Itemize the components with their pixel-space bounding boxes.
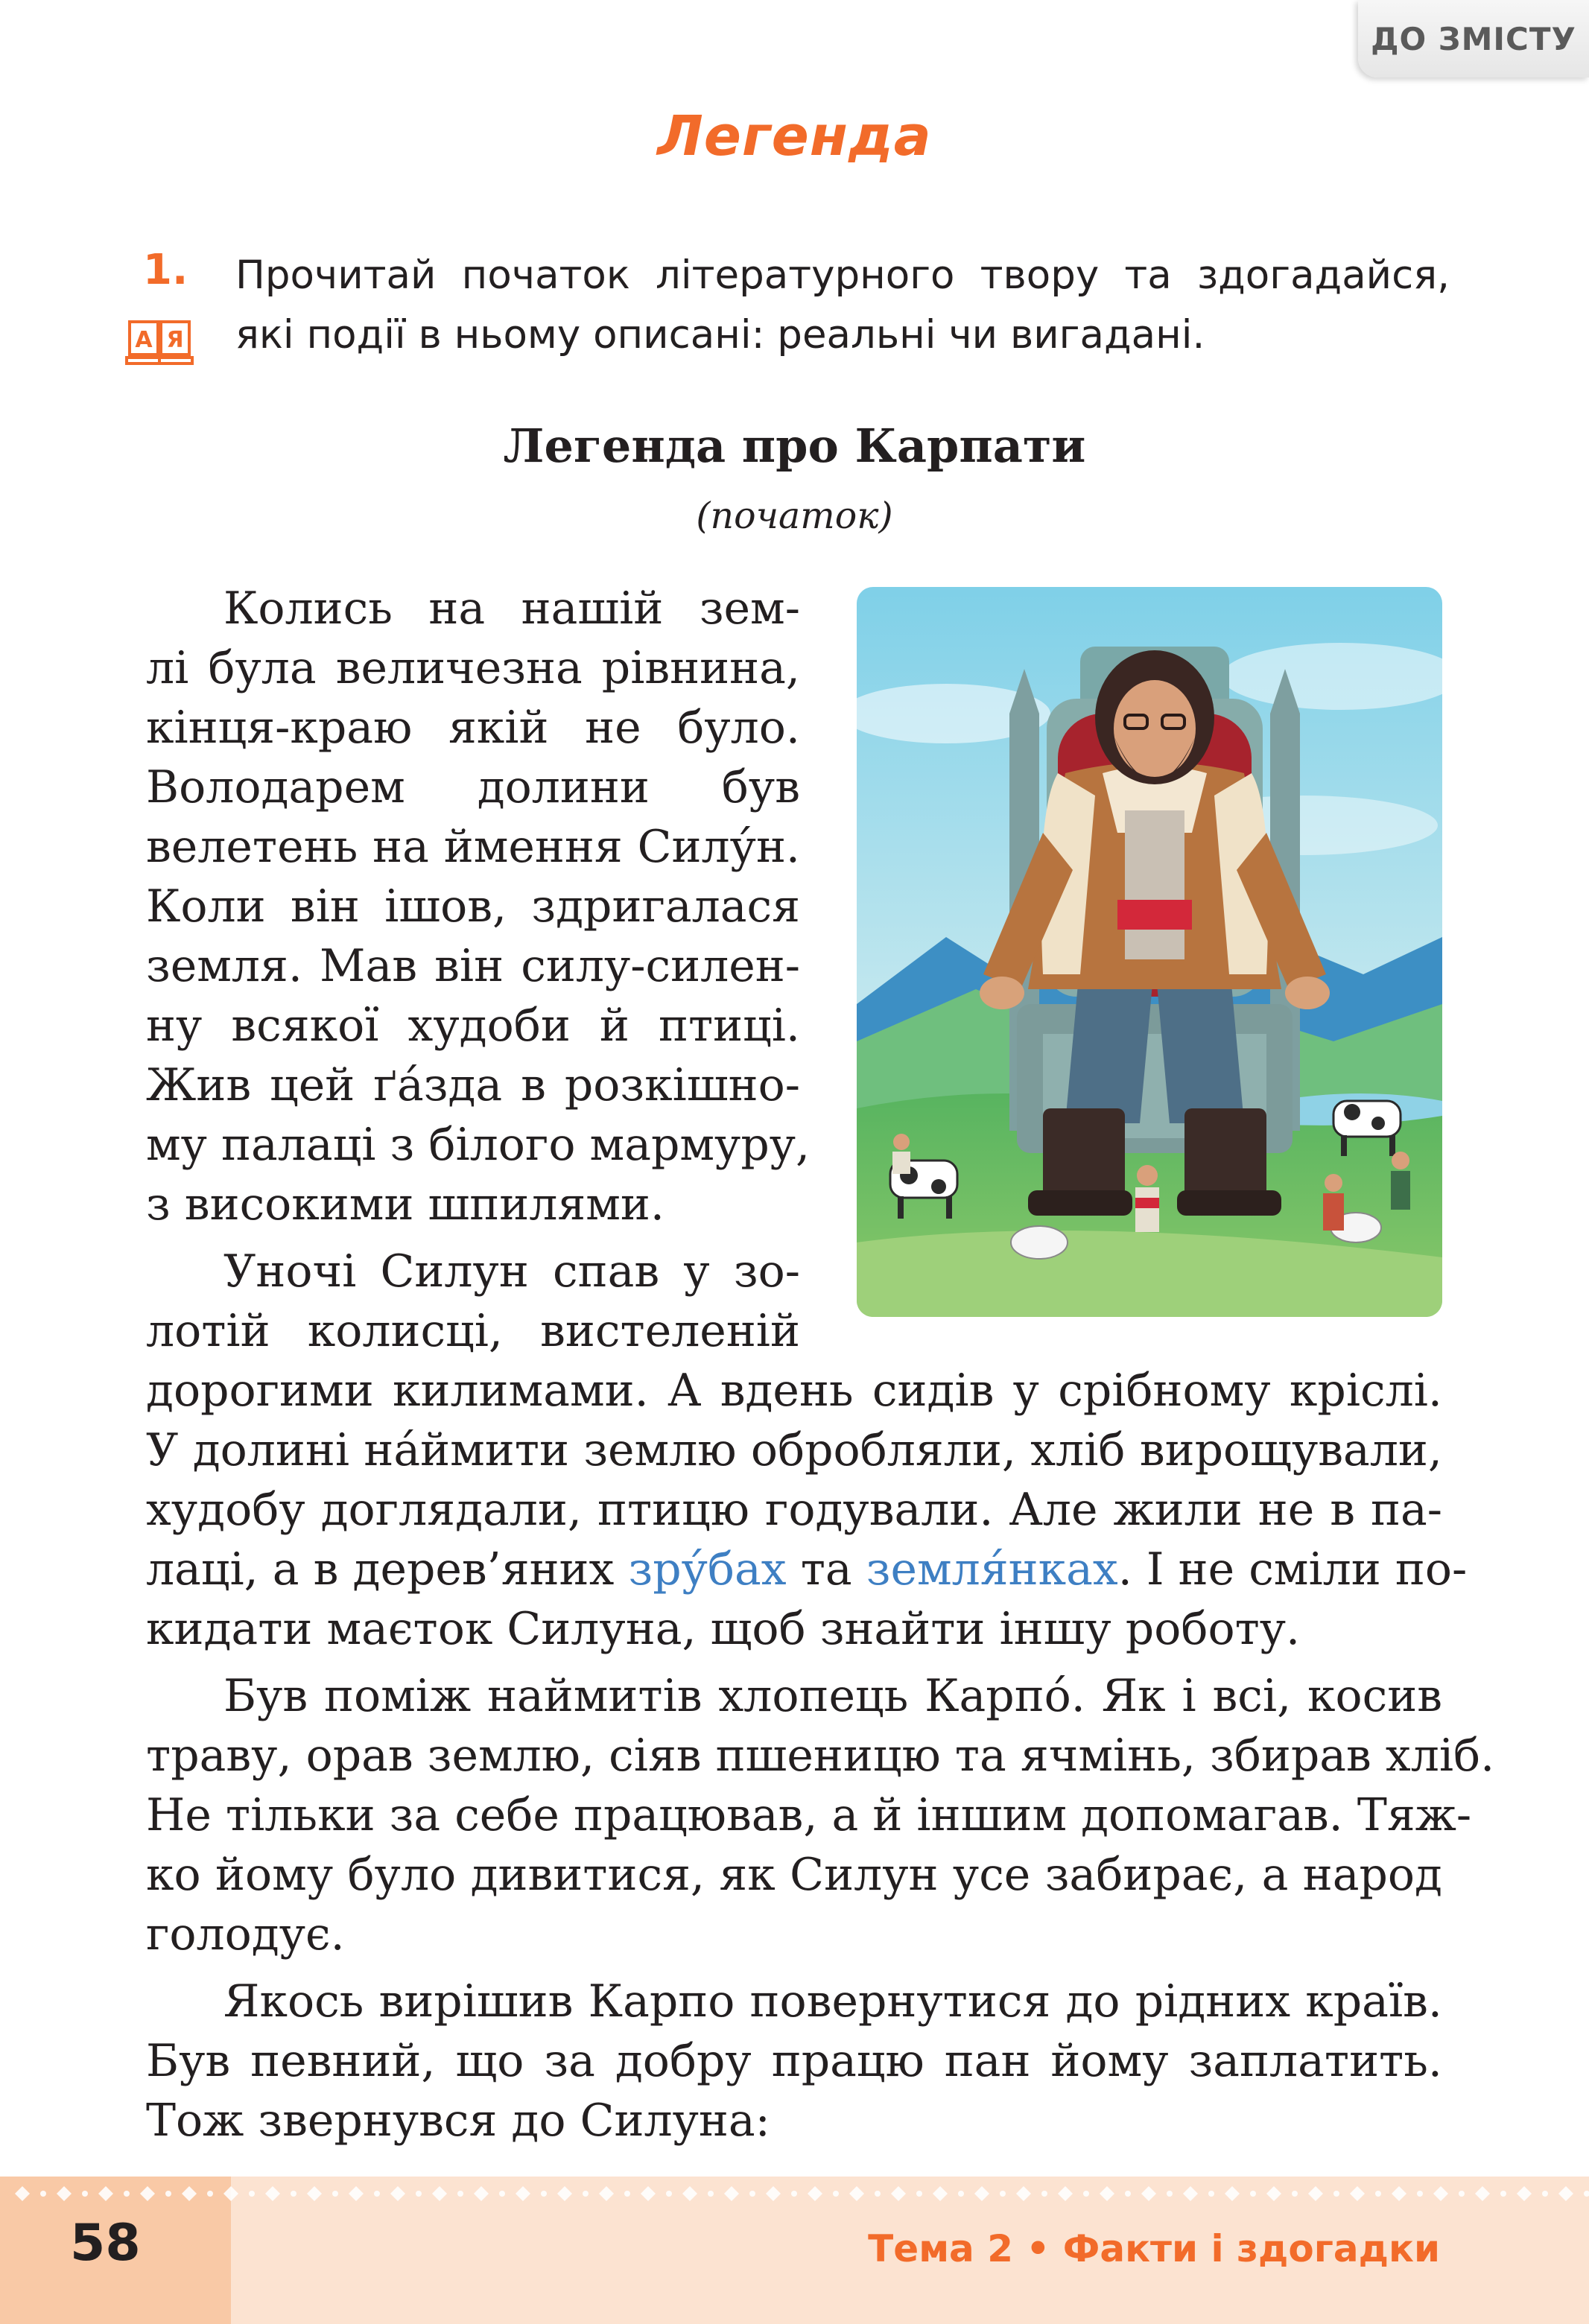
glossary-link-zemlianky[interactable]: земля́нках — [866, 1543, 1118, 1596]
ornament-dot — [1584, 2191, 1589, 2197]
story-line: худобу доглядали, птицю годували. Але жили не в па- — [146, 1484, 1442, 1536]
ornament-motif — [390, 2186, 405, 2201]
story-line: кидати маєток Силуна, щоб знайти іншу роботу. — [146, 1603, 1301, 1655]
story-line: земля. Мав він силу-силен- — [146, 940, 800, 992]
ornament-dot — [1041, 2191, 1047, 2197]
ornament-motif — [516, 2186, 530, 2201]
ornament-motif — [1475, 2186, 1490, 2201]
ornament-dot — [499, 2191, 505, 2197]
ornament-dot — [124, 2191, 130, 2197]
svg-text:А: А — [135, 327, 153, 353]
ornament-motif — [1225, 2186, 1240, 2201]
ornament-motif — [557, 2186, 572, 2201]
ornament-dot — [1250, 2191, 1256, 2197]
story-line: Був поміж наймитів хлопець Карпо́. Як і всі, косив — [223, 1670, 1442, 1722]
story-line: Коли він ішов, здригалася — [146, 880, 800, 933]
ornament-dot — [1500, 2191, 1506, 2197]
folk-ornament-border — [0, 2181, 1589, 2206]
ornament-motif — [1350, 2186, 1365, 2201]
ornament-dot — [1292, 2191, 1298, 2197]
story-line: Якось вирішив Карпо повернутися до рідних країв. — [223, 1975, 1442, 2028]
story-subtitle: (початок) — [696, 495, 893, 537]
ornament-dot — [833, 2191, 839, 2197]
ornament-motif — [1058, 2186, 1073, 2201]
ornament-dot — [207, 2191, 213, 2197]
ornament-dot — [875, 2191, 881, 2197]
ornament-dot — [1417, 2191, 1423, 2197]
ornament-motif — [1517, 2186, 1532, 2201]
ornament-dot — [457, 2191, 463, 2197]
ornament-motif — [849, 2186, 864, 2201]
ornament-dot — [624, 2191, 630, 2197]
story-text: та — [786, 1543, 866, 1596]
ornament-dot — [708, 2191, 714, 2197]
ornament-motif — [724, 2186, 739, 2201]
ornament-dot — [291, 2191, 296, 2197]
ornament-dot — [82, 2191, 88, 2197]
story-line: Тож звернувся до Силуна: — [146, 2095, 770, 2147]
ornament-dot — [666, 2191, 672, 2197]
ornament-motif — [98, 2186, 113, 2201]
ornament-dot — [749, 2191, 755, 2197]
ornament-motif — [1141, 2186, 1156, 2201]
story-line: голодує. — [146, 1908, 345, 1961]
ornament-dot — [1083, 2191, 1089, 2197]
ornament-motif — [1016, 2186, 1031, 2201]
svg-text:Я: Я — [166, 327, 184, 353]
ornament-dot — [40, 2191, 46, 2197]
ornament-dot — [1167, 2191, 1173, 2197]
story-line: кінця-краю якій не було. — [146, 702, 800, 754]
ornament-motif — [682, 2186, 697, 2201]
ornament-dot — [332, 2191, 338, 2197]
story-line: Не тільки за себе працював, а й іншим допомагав. Тяж- — [146, 1789, 1472, 1841]
ornament-motif — [599, 2186, 614, 2201]
ornament-motif — [1183, 2186, 1198, 2201]
ornament-motif — [641, 2186, 656, 2201]
ornament-motif — [933, 2186, 948, 2201]
ornament-motif — [349, 2186, 364, 2201]
ornament-motif — [808, 2186, 822, 2201]
story-line: ну всякої худоби й птиці. — [146, 1000, 800, 1052]
story-line: ко йому було дивитися, як Силун усе забирає, а народ — [146, 1849, 1442, 1901]
ornament-motif — [1266, 2186, 1281, 2201]
story-line: лотій колисці, вистеленій — [146, 1305, 800, 1357]
glossary-link-zruby[interactable]: зру́бах — [628, 1543, 787, 1596]
story-line: Володарем долини був — [146, 761, 800, 813]
ornament-dot — [583, 2191, 589, 2197]
story-line: Колись на нашій зем- — [223, 582, 800, 635]
ornament-dot — [1459, 2191, 1465, 2197]
table-of-contents-link[interactable]: ДО ЗМІСТУ — [1358, 0, 1589, 77]
ornament-dot — [916, 2191, 922, 2197]
story-line: дорогими килимами. А вдень сидів у срібному кріслі. — [146, 1365, 1442, 1417]
ornament-motif — [307, 2186, 322, 2201]
ornament-motif — [474, 2186, 489, 2201]
ornament-dot — [1333, 2191, 1339, 2197]
ornament-dot — [791, 2191, 797, 2197]
ornament-dot — [374, 2191, 380, 2197]
ornament-motif — [15, 2186, 30, 2201]
ornament-motif — [1308, 2186, 1323, 2201]
ornament-dot — [1542, 2191, 1548, 2197]
story-line: лі була величезна рівнина, — [146, 642, 800, 694]
ornament-motif — [223, 2186, 238, 2201]
story-line: велетень на ймення Силу́н. — [146, 821, 800, 873]
task-instruction: Прочитай початок літературного твору та здогадайся, які події в ньому описані: реальні чи вигадані. — [235, 253, 1450, 358]
ornament-motif — [974, 2186, 989, 2201]
giant-on-throne-illustration — [857, 587, 1442, 1317]
ornament-motif — [265, 2186, 280, 2201]
ornament-dot — [249, 2191, 255, 2197]
story-line: Був певний, що за добру працю пан йому заплатить. — [146, 2035, 1442, 2087]
story-line: му палаці з білого мармуру, — [146, 1119, 811, 1171]
alphabet-book-icon — [125, 319, 194, 369]
ornament-dot — [1208, 2191, 1214, 2197]
ornament-dot — [416, 2191, 422, 2197]
ornament-dot — [1125, 2191, 1131, 2197]
story-line: траву, орав землю, сіяв пшеницю та ячмінь, збирав хліб. — [146, 1730, 1495, 1782]
ornament-dot — [541, 2191, 547, 2197]
ornament-motif — [1433, 2186, 1448, 2201]
ornament-dot — [1375, 2191, 1381, 2197]
ornament-dot — [958, 2191, 964, 2197]
page-number: 58 — [70, 2214, 141, 2273]
ornament-dot — [165, 2191, 171, 2197]
ornament-motif — [182, 2186, 197, 2201]
story-text: лаці, а в дерев’яних — [146, 1543, 629, 1596]
ornament-motif — [140, 2186, 155, 2201]
story-line: Жив цей ґа́зда в розкішно- — [146, 1059, 800, 1111]
footer-topic: Тема 2 • Факти і здогадки — [868, 2227, 1440, 2270]
ornament-motif — [1100, 2186, 1114, 2201]
ornament-motif — [891, 2186, 906, 2201]
ornament-dot — [1000, 2191, 1006, 2197]
story-title: Легенда про Карпати — [503, 419, 1086, 473]
ornament-motif — [57, 2186, 72, 2201]
task-number: 1. — [143, 246, 188, 294]
story-line: з високими шпилями. — [146, 1178, 665, 1231]
ornament-motif — [1392, 2186, 1406, 2201]
story-line-with-links — [146, 1540, 1468, 1599]
ornament-motif — [766, 2186, 781, 2201]
story-text: . І не сміли по- — [1117, 1543, 1468, 1596]
story-line: У долині на́ймити землю обробляли, хліб вирощували, — [146, 1424, 1442, 1476]
section-title: Легенда — [657, 104, 932, 168]
story-line: Уночі Силун спав у зо- — [223, 1245, 800, 1298]
ornament-motif — [1558, 2186, 1573, 2201]
ornament-motif — [432, 2186, 447, 2201]
